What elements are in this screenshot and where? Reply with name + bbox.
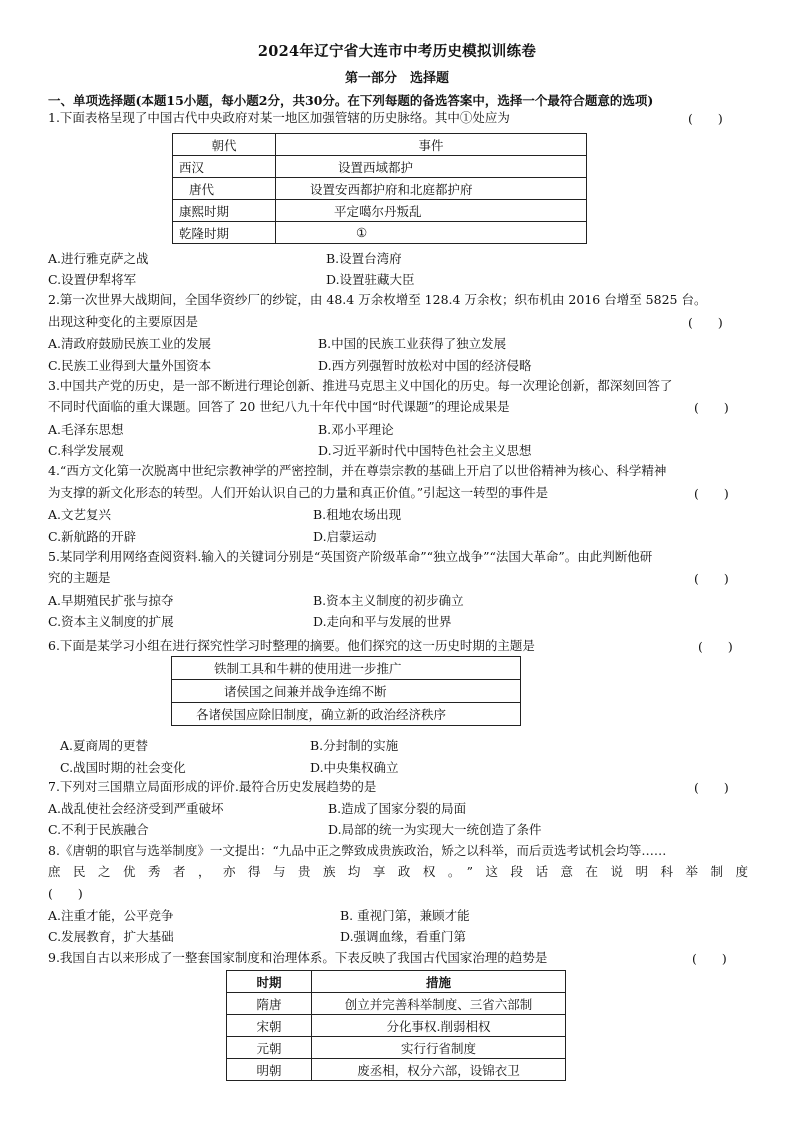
q1-option-c: C.设置伊犁将军 <box>48 272 137 287</box>
table-cell: 诸侯国之间兼并战争连绵不断 <box>172 680 521 703</box>
q4-option-a: A.文艺复兴 <box>48 507 112 522</box>
q6-summary-box <box>171 656 521 726</box>
table-cell: 各诸侯国应除旧制度，确立新的政治经济秩序 <box>172 703 521 726</box>
table-header-cell: 措施 <box>312 971 566 993</box>
q5-option-d: D.走向和平与发展的世界 <box>313 614 452 629</box>
exam-title: 2024年辽宁省大连市中考历史模拟训练卷 <box>257 43 537 60</box>
q3-option-b: B.邓小平理论 <box>318 422 394 437</box>
table-cell: 康熙时期 <box>173 200 276 222</box>
table-cell: 西汉 <box>173 156 276 178</box>
q5-stem-line2: 究的主题是 <box>48 570 111 585</box>
table-cell: 明朝 <box>227 1059 312 1081</box>
table-row <box>173 200 587 222</box>
table-cell: 铁制工具和牛耕的使用进一步推广 <box>172 657 521 680</box>
q8-stem-line1: 8.《唐朝的职官与选举制度》一文提出：“九品中正之弊致成贵族政治，矫之以科举，而后贡选考试机会均等…… <box>48 843 667 858</box>
q8-option-c: C.发展教育，扩大基础 <box>48 929 174 944</box>
q2-stem-line1: 2.第一次世界大战期间，全国华资纱厂的纱锭，由 48.4 万余枚增至 128.4 万余枚；织布机由 2016 台增至 5825 台。 <box>48 292 707 307</box>
table-cell: 创立并完善科举制度、三省六部制 <box>312 993 566 1015</box>
q2-answer-paren: ( ) <box>688 315 723 330</box>
q5-stem-line1: 5.某同学利用网络查阅资料.输入的关键词分别是“英国资产阶级革命”“独立战争”“法国大革命”。由此判断他研 <box>48 549 653 564</box>
table-cell: 分化事权.削弱相权 <box>312 1015 566 1037</box>
table-header-row <box>173 134 587 156</box>
part-heading: 第一部分 选择题 <box>344 71 449 86</box>
q1-stem: 1.下面表格呈现了中国古代中央政府对某一地区加强管辖的历史脉络。其中①处应为 <box>48 110 510 125</box>
table-cell: 宋朝 <box>227 1015 312 1037</box>
q3-option-a: A.毛泽东思想 <box>48 422 124 437</box>
q3-option-c: C.科学发展观 <box>48 443 124 458</box>
table-header-row <box>227 971 566 993</box>
q6-answer-paren: ( ) <box>698 639 733 654</box>
q3-stem-line2: 不同时代面临的重大课题。回答了 20 世纪八九十年代中国“时代课题”的理论成果是 <box>48 399 510 414</box>
q2-option-b: B.中国的民族工业获得了独立发展 <box>318 336 507 351</box>
q7-option-b: B.造成了国家分裂的局面 <box>328 801 467 816</box>
q1-answer-paren: ( ) <box>688 111 723 126</box>
table-cell: 隋唐 <box>227 993 312 1015</box>
q6-option-c: C.战国时期的社会变化 <box>60 760 186 775</box>
q7-option-c: C.不利于民族融合 <box>48 822 149 837</box>
table-row <box>172 657 521 680</box>
table-cell: ① <box>276 222 587 244</box>
table-cell: 乾隆时期 <box>173 222 276 244</box>
q8-option-d: D.强调血缘，看重门第 <box>340 929 467 944</box>
table-row <box>227 1037 566 1059</box>
q2-option-d: D.西方列强暂时放松对中国的经济侵略 <box>318 358 532 373</box>
q4-answer-paren: ( ) <box>694 486 729 501</box>
q1-option-a: A.进行雅克萨之战 <box>48 251 149 266</box>
q4-option-d: D.启蒙运动 <box>313 529 377 544</box>
q6-option-b: B.分封制的实施 <box>310 738 399 753</box>
table-cell: 实行行省制度 <box>312 1037 566 1059</box>
q1-option-b: B.设置台湾府 <box>326 251 402 266</box>
q5-option-a: A.早期殖民扩张与掠夺 <box>48 593 174 608</box>
table-cell: 唐代 <box>173 178 276 200</box>
q9-table <box>226 970 566 1081</box>
q7-option-d: D.局部的统一为实现大一统创造了条件 <box>328 822 542 837</box>
table-cell: 平定噶尔丹叛乱 <box>276 200 587 222</box>
q5-option-c: C.资本主义制度的扩展 <box>48 614 174 629</box>
q2-option-c: C.民族工业得到大量外国资本 <box>48 358 212 373</box>
q7-stem: 7.下列对三国鼎立局面形成的评价.最符合历史发展趋势的是 <box>48 779 377 794</box>
q5-option-b: B.资本主义制度的初步确立 <box>313 593 464 608</box>
table-row <box>227 1015 566 1037</box>
q5-answer-paren: ( ) <box>694 571 729 586</box>
q3-answer-paren: ( ) <box>694 400 729 415</box>
q6-option-d: D.中央集权确立 <box>310 760 399 775</box>
q1-option-d: D.设置驻藏大臣 <box>326 272 415 287</box>
q3-option-d: D.习近平新时代中国特色社会主义思想 <box>318 443 532 458</box>
q7-answer-paren: ( ) <box>694 780 729 795</box>
q4-stem-line1: 4.“西方文化第一次脱离中世纪宗教神学的严密控制，并在尊崇宗教的基础上开启了以世俗精神为核心、科学精神 <box>48 463 667 478</box>
q8-option-b: B. 重视门第，兼顾才能 <box>340 908 470 923</box>
table-header-cell: 时期 <box>227 971 312 993</box>
table-row <box>227 993 566 1015</box>
table-header-cell: 事件 <box>276 134 587 156</box>
q4-stem-line2: 为支撑的新文化形态的转型。人们开始认识自己的力量和真正价值。”引起这一转型的事件是 <box>48 485 549 500</box>
q2-stem-line2: 出现这种变化的主要原因是 <box>48 314 199 329</box>
table-row <box>173 156 587 178</box>
q8-answer-paren: ( ) <box>48 886 83 901</box>
table-cell: 设置西域都护 <box>276 156 587 178</box>
table-cell: 设置安西都护府和北庭都护府 <box>276 178 587 200</box>
table-row <box>172 680 521 703</box>
q6-stem: 6.下面是某学习小组在进行探究性学习时整理的摘要。他们探究的这一历史时期的主题是 <box>48 638 535 653</box>
q7-option-a: A.战乱使社会经济受到严重破坏 <box>48 801 224 816</box>
table-row <box>173 222 587 244</box>
table-row <box>173 178 587 200</box>
q6-option-a: A.夏商周的更替 <box>60 738 149 753</box>
q4-option-c: C.新航路的开辟 <box>48 529 137 544</box>
table-header-cell: 朝代 <box>173 134 276 156</box>
table-cell: 废丞相，权分六部，设锦衣卫 <box>312 1059 566 1081</box>
q9-answer-paren: ( ) <box>692 951 727 966</box>
table-cell: 元朝 <box>227 1037 312 1059</box>
q4-option-b: B.租地农场出现 <box>313 507 402 522</box>
q9-stem: 9.我国自古以来形成了一整套国家制度和治理体系。下表反映了我国古代国家治理的趋势是 <box>48 950 548 965</box>
q8-stem-line2: 庶民之优秀者，亦得与贵族均享政权。”这段话意在说明科举制度 <box>48 864 748 879</box>
q2-option-a: A.清政府鼓励民族工业的发展 <box>48 336 212 351</box>
q8-option-a: A.注重才能，公平竞争 <box>48 908 174 923</box>
section-heading: 一、单项选择题(本题15小题，每小题2分，共30分。在下列每题的备选答案中，选择一个最符合题意的选项) <box>48 93 654 108</box>
q3-stem-line1: 3.中国共产党的历史，是一部不断进行理论创新、推进马克思主义中国化的历史。每一次理论创新，都深刻回答了 <box>48 378 673 393</box>
table-row <box>172 703 521 726</box>
q1-table <box>172 133 587 244</box>
table-row <box>227 1059 566 1081</box>
